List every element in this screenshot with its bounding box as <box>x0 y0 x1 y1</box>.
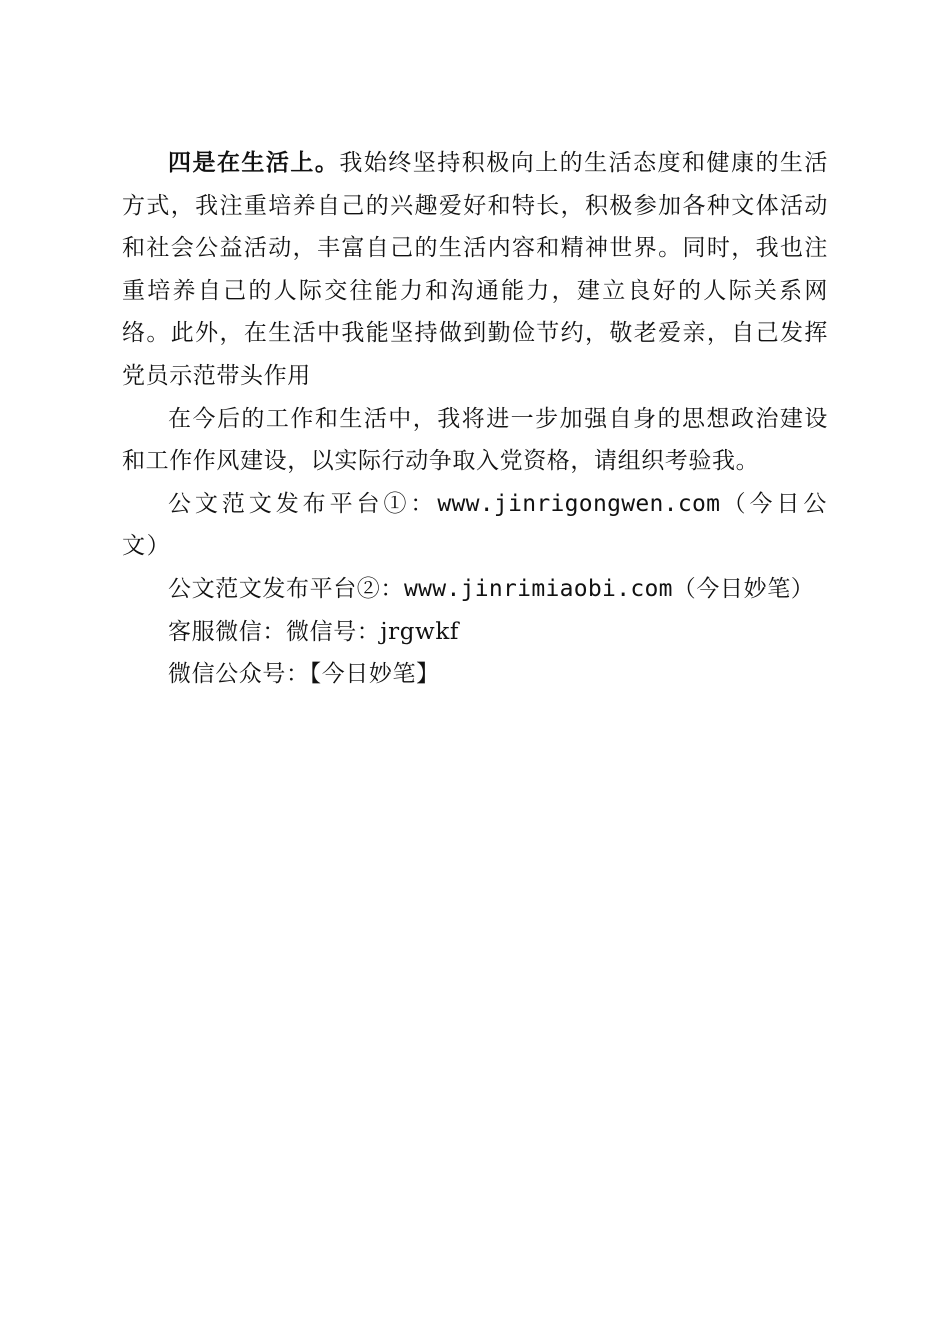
platform-url: www.jinrimiaobi.com <box>404 575 673 602</box>
platform-label: 公文范文发布平台②： <box>168 575 404 602</box>
document-body <box>122 142 828 696</box>
platform-line-1 <box>122 483 828 568</box>
wechat-account-line: 微信公众号：【今日妙笔】 <box>168 661 440 688</box>
paragraph-text: 我始终坚持积极向上的生活态度和健康的生活方式，我注重培养自己的兴趣爱好和特长，积极参加各种文体活动和社会公益活动，丰富自己的生活内容和精神世界。同时，我也注重培养自己的人际交往能力和沟通能力，建立良好的人际关系网络。此外，在生活中我能坚持做到勤俭节约，敬老爱亲，自己发挥党员示范带头作用 <box>122 150 829 389</box>
platform-note: （今日公文） <box>122 490 829 560</box>
platform-note: （今日妙笔） <box>672 575 815 602</box>
paragraph-life <box>122 142 828 398</box>
paragraph-future: 在今后的工作和生活中，我将进一步加强自身的思想政治建设和工作作风建设，以实际行动争取入党资格，请组织考验我。 <box>122 405 828 475</box>
paragraph-lead: 四是在生活上。 <box>168 149 340 176</box>
service-wechat-line: 客服微信：微信号：jrgwkf <box>168 618 459 645</box>
platform-label: 公文范文发布平台①： <box>168 490 438 517</box>
platform-line-2 <box>122 568 828 611</box>
platform-url: www.jinrigongwen.com <box>437 490 721 517</box>
